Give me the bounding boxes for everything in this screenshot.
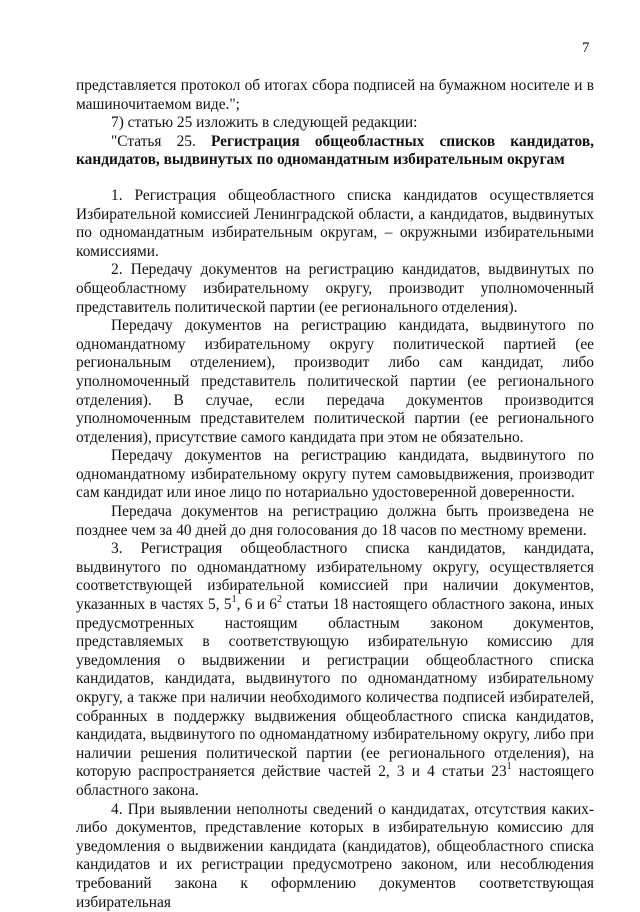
article-heading <box>76 133 594 170</box>
paragraph-part-3 <box>76 540 594 800</box>
superscript: 1 <box>231 593 237 605</box>
paragraph-continuation: представляется протокол об итогах сбора подписей на бумажном носителе и в машиночитаемом виде."; <box>76 77 594 113</box>
paragraph-part-2-deadline: Передача документов на регистрацию должна быть произведена не позднее чем за 40 дней до дня голосования до 18 часов по местному времени. <box>76 503 594 539</box>
article-prefix: "Статья 25. <box>111 132 211 150</box>
superscript: 1 <box>506 761 512 773</box>
article-title: Регистрация общеобластных списков кандидатов, кандидатов, выдвинутых по одномандатным избирательным округам <box>76 132 594 169</box>
page-number: 7 <box>582 40 590 56</box>
text-run: настоящего областного закона. <box>76 763 594 799</box>
paragraph-part-2-self-nomination: Передачу документов на регистрацию кандидата, выдвинутого по одномандатному избирательному округу путем самовыдвижения, производит сам кандидат или иное лицо по нотариально удостоверенной доверенности. <box>76 447 594 502</box>
text-run: 3. Регистрация общеобластного списка кандидатов, кандидата, выдвинутого по одномандатному избирательному округу, осуществляется соответствующей избирательной комиссией при наличии документов, указанных в частях 5, 5 <box>76 540 594 614</box>
spacer <box>76 170 594 187</box>
document-body <box>76 77 594 912</box>
paragraph-part-2-single-mandate: Передачу документов на регистрацию кандидата, выдвинутого по одномандатному избирательному округу политической партией (ее региональным отделением), производит либо сам кандидат, либо уполномоченный представитель политической партии (ее регионального отделения). В случае, если передача документов производится уполномоченным представителем политической партии (ее регионального отделения), присутствие самого кандидата при этом не обязательно. <box>76 317 594 446</box>
paragraph-part-1: 1. Регистрация общеобластного списка кандидатов осуществляется Избирательной комиссией Ленинградской области, а кандидатов, выдвинутых по одномандатным избирательным округам, – окружными избирательными комиссиями. <box>76 186 594 260</box>
paragraph-amendment-item: 7) статью 25 изложить в следующей редакции: <box>111 114 418 132</box>
text-run: статьи 18 настоящего областного закона, иных предусмотренных настоящим областным законом документов, представляемых в соответствующую избирательную комиссию для уведомления о выдвижении и регистрации общеобластного списка кандидатов, кандидата, выдвинутого по одномандатному избирательному округу, а также при наличии необходимого количества подписей избирателей, собранных в поддержку выдвижения общеобластного списка кандидатов, кандидата, выдвинутого по одномандатному избирательному округу, либо при наличии решения политической партии (ее регионального отделения), на которую распространяется действие частей 2, 3 и 4 статьи 23 <box>76 596 594 781</box>
superscript: 2 <box>276 593 282 605</box>
paragraph-part-4: 4. При выявлении неполноты сведений о кандидатах, отсутствия каких-либо документов, представление которых в избирательную комиссию для уведомления о выдвижении кандидата (кандидатов), общеобластного списка кандидатов и их регистрации предусмотрено законом, или несоблюдения требований закона к оформлению документов соответствующая избирательная <box>76 800 594 911</box>
paragraph-part-2: 2. Передачу документов на регистрацию кандидатов, выдвинутых по общеобластному избирательному округу, производит уполномоченный представитель политической партии (ее регионального отделения). <box>76 261 594 316</box>
text-run: , 6 и 6 <box>236 596 277 614</box>
